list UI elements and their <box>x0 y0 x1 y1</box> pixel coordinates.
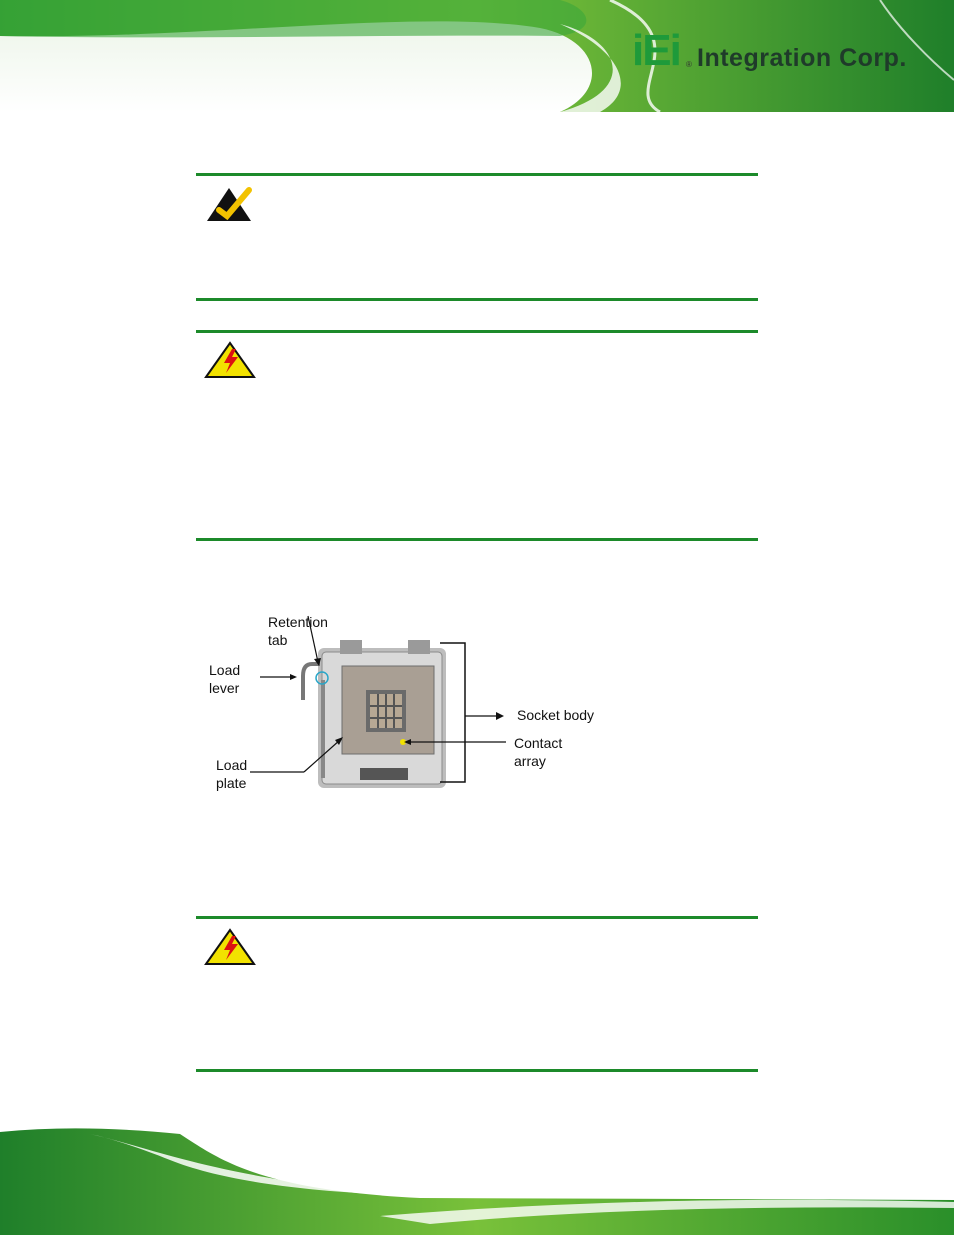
label-contact-array: Contact array <box>514 735 563 769</box>
label-load-lever: Load lever <box>209 662 241 696</box>
socket-illustration <box>200 600 620 800</box>
warning-icon <box>204 341 256 379</box>
company-logo-text: Integration Corp. <box>697 44 907 72</box>
contact-array-grid <box>366 690 406 732</box>
note-icon <box>205 186 255 222</box>
warning2-icon <box>204 928 256 966</box>
label-load-plate: Load plate <box>216 757 248 791</box>
warning2-top-rule <box>196 916 758 919</box>
note-bottom-rule <box>196 298 758 301</box>
label-socket-body: Socket body <box>517 707 595 723</box>
label-retention-tab: Retention tab <box>268 614 328 648</box>
lightning-warning-icon <box>204 928 256 966</box>
footer-swoosh-graphic <box>0 1120 954 1235</box>
socket-figure <box>200 600 620 800</box>
footer-banner <box>0 1120 954 1235</box>
company-logo-mark: iEi <box>632 26 680 75</box>
warning-top-rule <box>196 330 758 333</box>
checkmark-note-icon <box>205 186 255 222</box>
warning2-bottom-rule <box>196 1069 758 1072</box>
lightning-warning-icon <box>204 341 256 379</box>
warning-bottom-rule <box>196 538 758 541</box>
registered-mark: ® <box>686 60 692 69</box>
note-top-rule <box>196 173 758 176</box>
